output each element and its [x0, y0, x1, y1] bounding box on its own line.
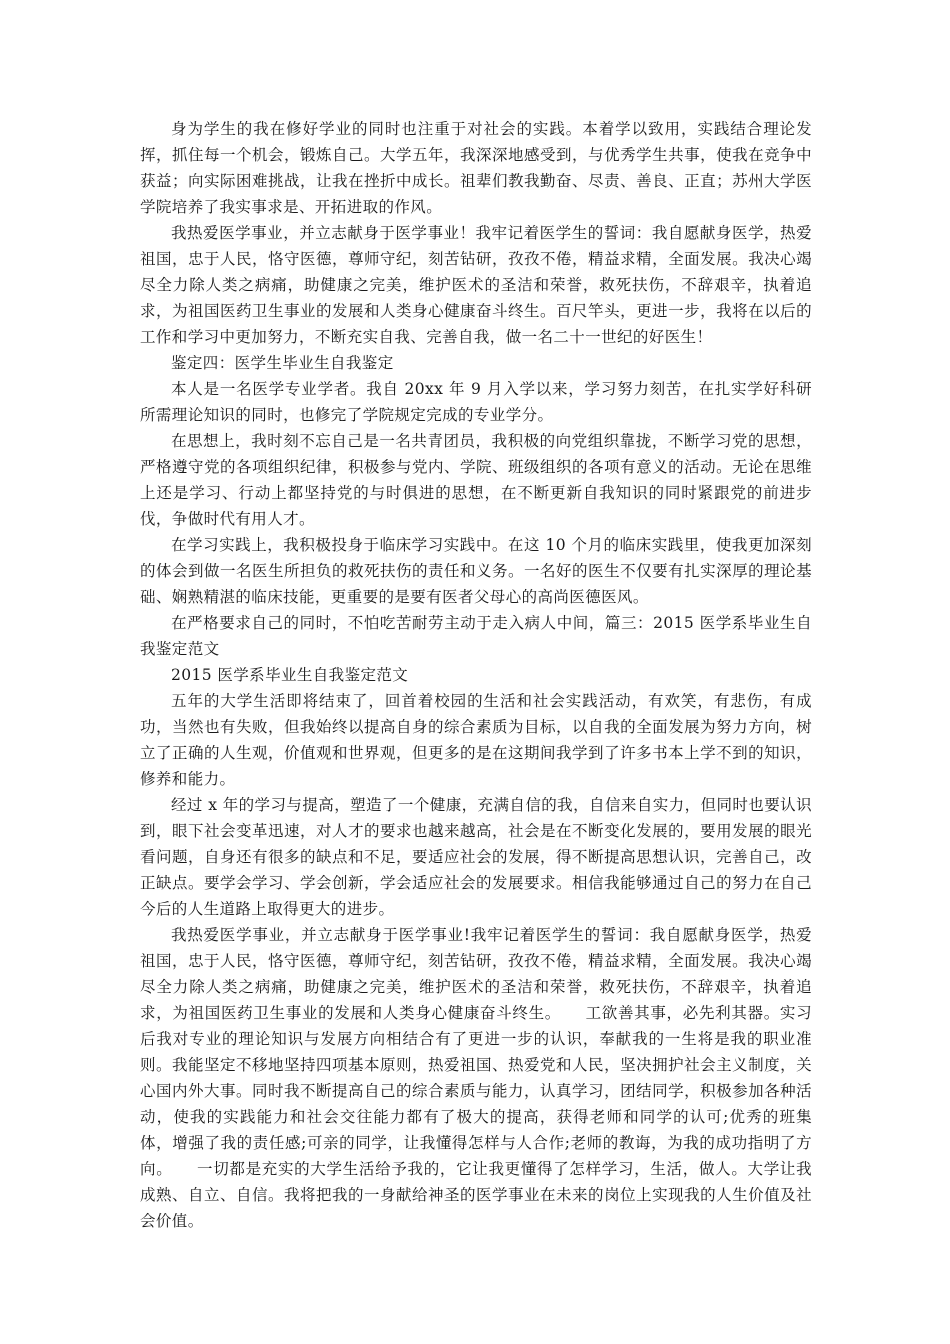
paragraph-growth: 经过 x 年的学习与提高，塑造了一个健康，充满自信的我，自信来自实力，但同时也要认识到，眼下社会变革迅速，对人才的要求也越来越高，社会是在不断变化发展的，要用发展的眼光看问题，自身还有很多的缺点和不足，要适应社会的发展，得不断提高思想认识，完善自己，改正缺点。要学会学习、学会创新，学会适应社会的发展要求。相信我能够通过自己的努力在自己今后的人生道路上取得更大的进步。	[140, 796, 812, 918]
paragraph-intro: 本人是一名医学专业学者。我自 20xx 年 9 月入学以来，学习努力刻苦，在扎实学好科研所需理论知识的同时，也修完了学院规定完成的专业学分。	[140, 380, 812, 424]
article-title: 2015 医学系毕业生自我鉴定范文	[171, 666, 409, 684]
document-body	[140, 116, 812, 1234]
paragraph-ideology: 在思想上，我时刻不忘自己是一名共青团员，我积极的向党组织靠拢，不断学习党的思想，严格遵守党的各项组织纪律，积极参与党内、学院、班级组织的各项有意义的活动。无论在思维上还是学习、行动上都坚持党的与时俱进的思想，在不断更新自我知识的同时紧跟党的前进步伐，争做时代有用人才。	[140, 432, 812, 528]
paragraph-oath: 我热爱医学事业，并立志献身于医学事业！我牢记着医学生的誓词：我自愿献身医学，热爱祖国，忠于人民，恪守医德，尊师守纪，刻苦钻研，孜孜不倦，精益求精，全面发展。我决心竭尽全力除人类之病痛，助健康之完美，维护医术的圣洁和荣誉，救死扶伤，不辞艰辛，执着追求，为祖国医药卫生事业的发展和人类身心健康奋斗终生。百尺竿头，更进一步，我将在以后的工作和学习中更加努力，不断充实自我、完善自我，做一名二十一世纪的好医生！	[140, 224, 812, 346]
paragraph-clinical: 在学习实践上，我积极投身于临床学习实践中。在这 10 个月的临床实践里，使我更加深刻的体会到做一名医生所担负的救死扶伤的责任和义务。一名好的医生不仅要有扎实深厚的理论基础、娴熟精湛的临床技能，更重要的是要有医者父母心的高尚医德医风。	[140, 536, 812, 606]
paragraph-practice: 身为学生的我在修好学业的同时也注重于对社会的实践。本着学以致用，实践结合理论发挥，抓住每一个机会，锻炼自己。大学五年，我深深地感受到，与优秀学生共事，使我在竞争中获益；向实际困难挑战，让我在挫折中成长。祖辈们教我勤奋、尽责、善良、正直；苏州大学医学院培养了我实事求是、开拓进取的作风。	[140, 120, 812, 216]
paragraph-transition: 在严格要求自己的同时，不怕吃苦耐劳主动于走入病人中间，篇三：2015 医学系毕业生自我鉴定范文	[140, 614, 812, 658]
section-heading-four: 鉴定四：医学生毕业生自我鉴定	[171, 354, 394, 372]
paragraph-five-years: 五年的大学生活即将结束了，回首着校园的生活和社会实践活动，有欢笑，有悲伤，有成功，当然也有失败，但我始终以提高自身的综合素质为目标，以自我的全面发展为努力方向，树立了正确的人生观，价值观和世界观，但更多的是在这期间我学到了许多书本上学不到的知识，修养和能力。	[140, 692, 812, 788]
paragraph-conclusion: 我热爱医学事业，并立志献身于医学事业!我牢记着医学生的誓词：我自愿献身医学，热爱祖国，忠于人民，恪守医德，尊师守纪，刻苦钻研，孜孜不倦，精益求精，全面发展。我决心竭尽全力除人类之病痛，助健康之完美，维护医术的圣洁和荣誉，救死扶伤，不辞艰辛，执着追求，为祖国医药卫生事业的发展和人类身心健康奋斗终生。 工欲善其事，必先利其器。实习后我对专业的理论知识与发展方向相结合有了更进一步的认识，奉献我的一生将是我的职业准则。我能坚定不移地坚持四项基本原则，热爱祖国、热爱党和人民，坚决拥护社会主义制度，关心国内外大事。同时我不断提高自己的综合素质与能力，认真学习，团结同学，积极参加各种活动，使我的实践能力和社会交往能力都有了极大的提高，获得老师和同学的认可;优秀的班集体，增强了我的责任感;可亲的同学，让我懂得怎样与人合作;老师的教诲，为我的成功指明了方向。 一切都是充实的大学生活给予我的，它让我更懂得了怎样学习，生活，做人。大学让我成熟、自立、自信。我将把我的一身献给神圣的医学事业在未来的岗位上实现我的人生价值及社会价值。	[140, 926, 812, 1230]
